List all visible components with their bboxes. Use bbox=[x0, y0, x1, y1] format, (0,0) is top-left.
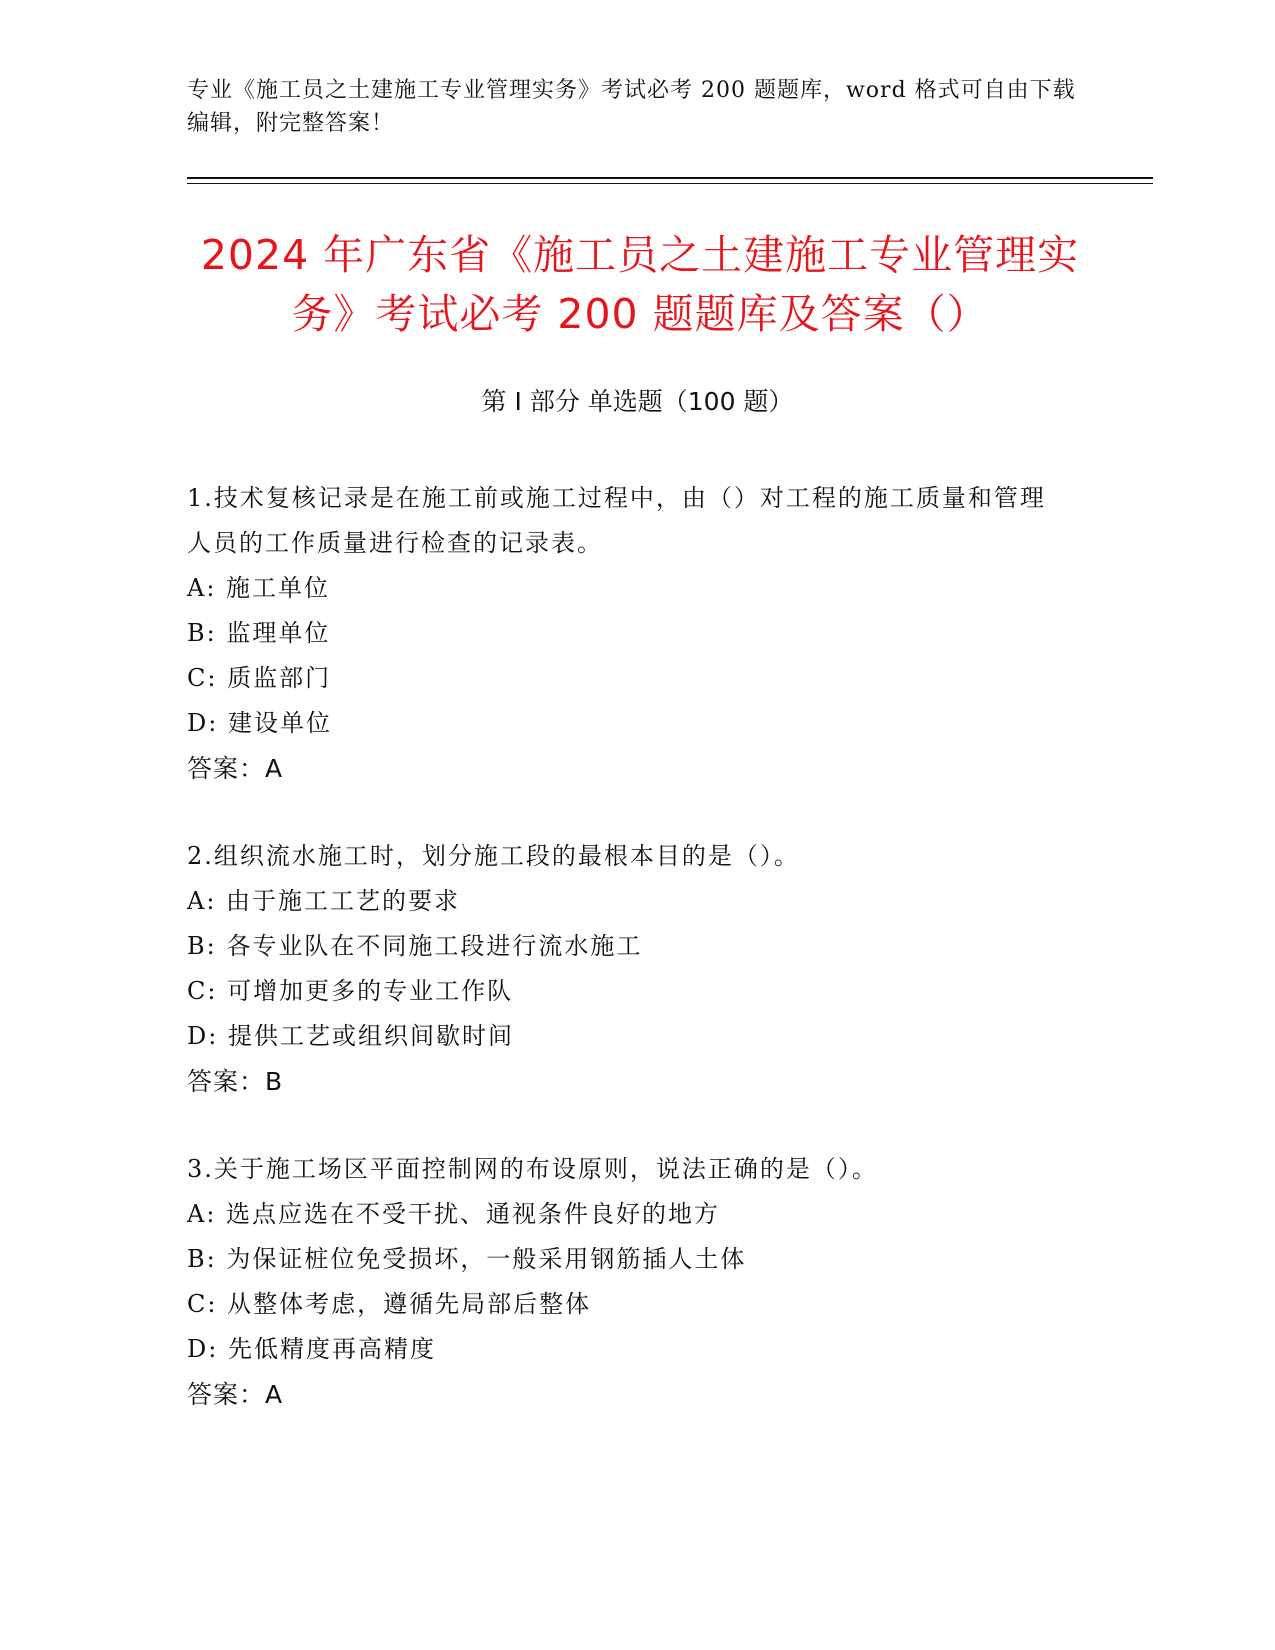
option-b: B: 各专业队在不同施工段进行流水施工 bbox=[187, 932, 643, 960]
question-stem: 3.关于施工场区平面控制网的布设原则，说法正确的是（）。 bbox=[187, 1155, 878, 1183]
option-d: D: 先低精度再高精度 bbox=[187, 1335, 436, 1363]
option-c: C: 质监部门 bbox=[187, 664, 332, 692]
answer: 答案：B bbox=[187, 1067, 284, 1096]
answer: 答案：A bbox=[187, 754, 284, 783]
option-c: C: 可增加更多的专业工作队 bbox=[187, 977, 514, 1005]
option-a: A: 施工单位 bbox=[187, 574, 331, 602]
option-b: B: 为保证桩位免受损坏，一般采用钢筋插人土体 bbox=[187, 1245, 747, 1273]
option-a: A: 选点应选在不受干扰、通视条件良好的地方 bbox=[187, 1200, 721, 1228]
answer: 答案：A bbox=[187, 1380, 284, 1409]
header-divider-thin bbox=[187, 183, 1153, 184]
option-d: D: 提供工艺或组织间歇时间 bbox=[187, 1022, 514, 1050]
question-1 bbox=[187, 476, 1067, 791]
question-2 bbox=[187, 834, 1067, 1104]
question-stem: 1.技术复核记录是在施工前或施工过程中，由（）对工程的施工质量和管理人员的工作质量进行检查的记录表。 bbox=[187, 484, 1046, 557]
question-list bbox=[187, 476, 1067, 1460]
header-divider bbox=[187, 177, 1153, 179]
option-d: D: 建设单位 bbox=[187, 709, 332, 737]
question-3 bbox=[187, 1147, 1067, 1417]
header-note: 专业《施工员之土建施工专业管理实务》考试必考 200 题题库，word 格式可自由下载编辑，附完整答案！ bbox=[187, 78, 1076, 136]
option-b: B: 监理单位 bbox=[187, 619, 331, 647]
question-stem: 2.组织流水施工时，划分施工段的最根本目的是（）。 bbox=[187, 842, 800, 870]
document-title: 2024 年广东省《施工员之土建施工专业管理实务》考试必考 200 题题库及答案（） bbox=[200, 231, 1080, 338]
option-a: A: 由于施工工艺的要求 bbox=[187, 887, 461, 915]
section-heading: 第 I 部分 单选题（100 题） bbox=[481, 387, 794, 416]
option-c: C: 从整体考虑，遵循先局部后整体 bbox=[187, 1290, 592, 1318]
